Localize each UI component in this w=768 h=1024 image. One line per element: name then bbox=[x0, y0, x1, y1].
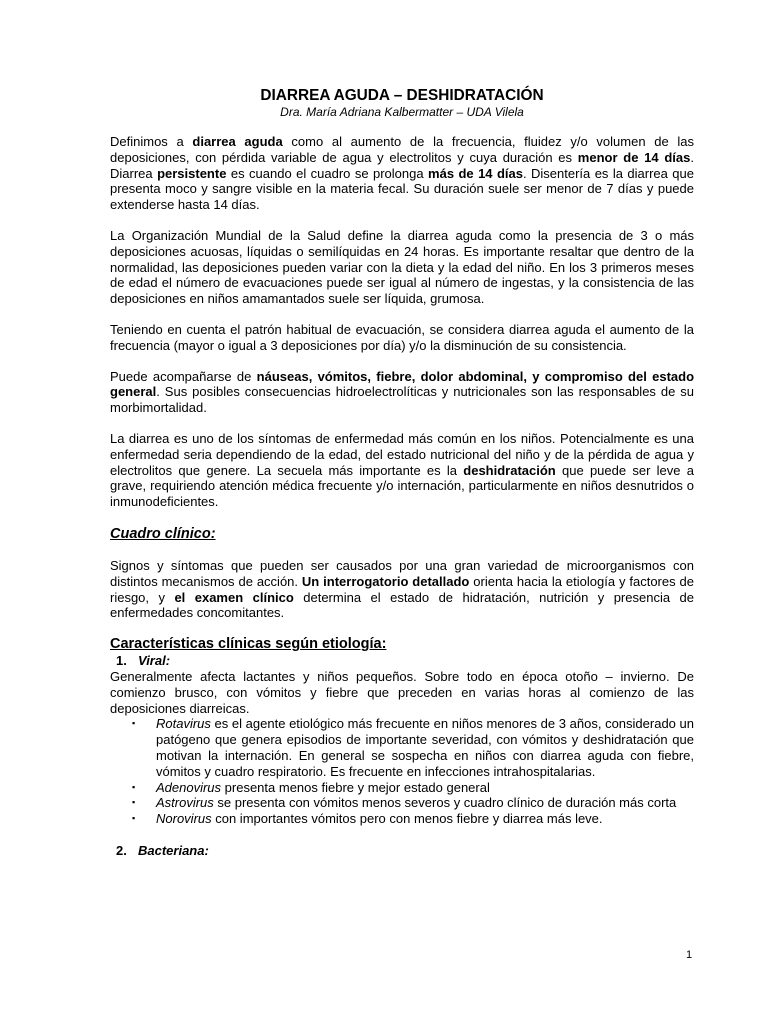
document-author: Dra. María Adriana Kalbermatter – UDA Vilela bbox=[280, 105, 524, 119]
list-item: ▪ Adenovirus presenta menos fiebre y mejor estado general bbox=[132, 779, 490, 795]
item-label: Viral: bbox=[138, 653, 171, 669]
section-heading-cuadro-clinico: Cuadro clínico: bbox=[110, 525, 216, 542]
page-number: 1 bbox=[686, 949, 693, 961]
document-page bbox=[110, 86, 694, 859]
paragraph-definition: Definimos a diarrea aguda como al aumento de la frecuencia, fluidez y/o volumen de las deposiciones, con pérdida variable de agua y electrolitos y cuya duración es menor de 14 días. Diarrea persistente es cuando el cuadro se prolonga más de 14 días. Disentería es la diarrea que presenta moco y sangre visible en la materia fecal. Su duración suele ser menor de 7 días y puede extenderse hasta 14 días. bbox=[110, 134, 694, 213]
paragraph-patron: Teniendo en cuenta el patrón habitual de evacuación, se considera diarrea aguda el aumento de la frecuencia (mayor o igual a 3 deposiciones por día) y/o la disminución de su consistencia. bbox=[110, 321, 694, 353]
numbered-item-viral bbox=[116, 653, 694, 669]
list-item: ▪ Astrovirus se presenta con vómitos menos severos y cuadro clínico de duración más corta bbox=[132, 795, 677, 811]
document-title: DIARREA AGUDA – DESHIDRATACIÓN bbox=[260, 87, 544, 104]
bullet-icon: ▪ bbox=[132, 781, 136, 792]
paragraph-signos: Signos y síntomas que pueden ser causados por una gran variedad de microorganismos con distintos mecanismos de acción. Un interrogatorio detallado orienta hacia la etiología y factores de riesgo, y el examen clínico determina el estado de hidratación, nutrición y presencia de enfermedades concomitantes. bbox=[110, 557, 694, 621]
paragraph-viral: Generalmente afecta lactantes y niños pequeños. Sobre todo en época otoño – invierno. De comienzo brusco, con vómitos y fiebre que preceden en varias horas al comienzo de las deposiciones diarreicas. bbox=[110, 668, 694, 716]
paragraph-sintomas: Puede acompañarse de náuseas, vómitos, fiebre, dolor abdominal, y compromiso del estado general. Sus posibles consecuencias hidroelectrolíticas y nutricionales son las responsables de su morbimortalidad. bbox=[110, 368, 695, 416]
section-heading-etiologia: Características clínicas según etiología: bbox=[110, 636, 387, 653]
bullet-icon: ▪ bbox=[132, 718, 136, 729]
virus-list bbox=[110, 716, 694, 827]
list-item: ▪ Norovirus con importantes vómitos pero con menos fiebre y diarrea más leve. bbox=[132, 811, 603, 827]
numbered-item-bacteriana bbox=[116, 843, 694, 859]
bullet-icon: ▪ bbox=[132, 797, 136, 808]
item-number: 1. bbox=[116, 653, 127, 669]
paragraph-sintoma-comun: La diarrea es uno de los síntomas de enfermedad más común en los niños. Potencialmente es una enfermedad seria dependiendo de la edad, del estado nutricional del niño y de la pérdida de agua y electrolitos que genere. La secuela más importante es la deshidratación que puede ser leve a grave, requiriendo atención médica frecuente y/o internación, particularmente en niños desnutridos o inmunodeficientes. bbox=[110, 430, 694, 510]
item-label: Bacteriana: bbox=[138, 842, 209, 858]
paragraph-oms: La Organización Mundial de la Salud define la diarrea aguda como la presencia de 3 o más deposiciones acuosas, líquidas o semilíquidas en 24 horas. Es importante resaltar que dentro de la normalidad, las deposiciones pueden variar con la dieta y la edad del niño. En los 3 primeros meses de edad el número de evacuaciones puede ser igual al número de ingestas, y la consistencia de las deposiciones en niños amamantados suele ser líquida, grumosa. bbox=[110, 227, 694, 307]
list-item: ▪ Rotavirus es el agente etiológico más frecuente en niños menores de 3 años, considerado un patógeno que genera episodios de importante severidad, con vómitos y deshidratación que motivan la internación. En general se sospecha en niños con diarrea aguda con fiebre, vómitos y cuadro respiratorio. Es frecuente en infecciones intrahospitalarias. bbox=[132, 716, 694, 779]
item-number: 2. bbox=[116, 842, 127, 858]
bullet-icon: ▪ bbox=[132, 813, 136, 824]
